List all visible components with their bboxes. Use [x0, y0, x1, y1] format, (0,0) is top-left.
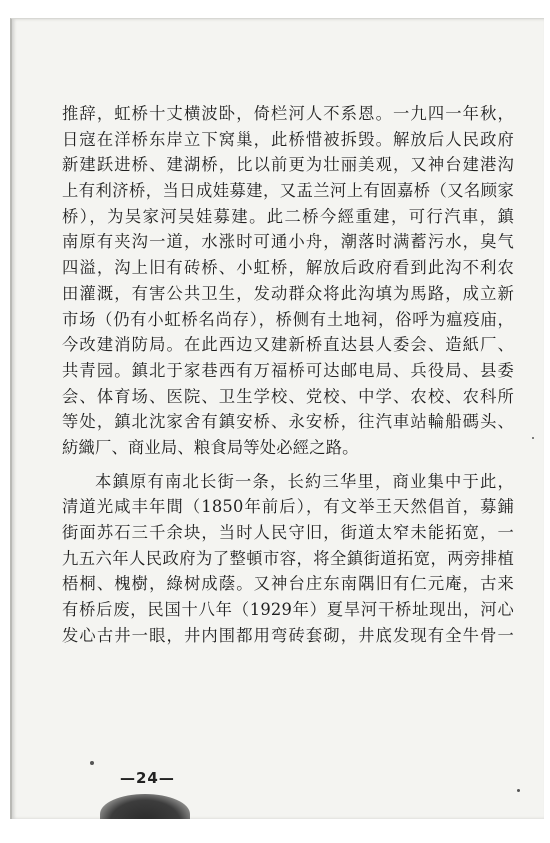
text-line: 共青园。鎮北于家巷西有万福桥可达邮电局、兵役局、县委: [62, 360, 514, 380]
text-line: 有桥后废，民国十八年（1929年）夏旱河干桥址现出，河心: [62, 600, 514, 620]
text-line: 新建跃进桥、建湖桥，比以前更为壮丽美观，又神台建港沟: [62, 155, 514, 175]
text-line: 南原有夹沟一道，水涨时可通小舟，潮落时满蓄污水，臭气: [62, 232, 514, 252]
document-page: [10, 18, 544, 819]
text-line: 发心古井一眼，井内围都用弯砖套砌，井底发现有全牛骨一: [62, 625, 514, 645]
text-line: 紡織厂、商业局、粮食局等处必經之路。: [62, 437, 359, 457]
text-line: 梧桐、槐樹，綠树成蔭。又神台庄东南隅旧有仁元庵，古来: [62, 574, 514, 594]
page-number: —24—: [120, 769, 175, 787]
text-line: 日寇在洋桥东岸立下窝巢，此桥惜被拆毁。解放后人民政府: [62, 129, 514, 149]
paper-speck: [517, 789, 520, 792]
text-line: 推辞，虹桥十丈横波卧，倚栏河人不系恩。一九四一年秋，: [62, 104, 514, 123]
body-text: [62, 101, 514, 648]
text-line: 田灌溉，有害公共卫生，发动群众将此沟填为馬路，成立新: [62, 283, 514, 303]
text-line: 九五六年人民政府为了整頓市容，将全鎮街道拓宽，两旁排植: [62, 548, 514, 568]
ink-stain: [100, 794, 190, 819]
text-line: 桥），为吴家河吴娃募建。此二桥今經重建，可行汽車，鎮: [62, 206, 514, 226]
text-line: 等处，鎮北沈家舍有鎮安桥、永安桥，往汽車站輪船碼头、: [62, 412, 514, 432]
paragraph-gap: [62, 461, 514, 469]
text-line: 今改建消防局。在此西边又建新桥直达县人委会、造紙厂、: [62, 335, 514, 355]
paper-speck: [532, 437, 534, 439]
text-line: 市场（仍有小虹桥名尚存），桥侧有土地祠，俗呼为瘟疫庙，: [62, 309, 514, 329]
text-line: 四溢，沟上旧有砖桥、小虹桥，解放后政府看到此沟不利农: [62, 258, 514, 278]
text-line: 本鎮原有南北长街一条，长約三华里，商业集中于此，: [95, 471, 514, 491]
text-line: 街面苏石三千余块，当时人民守旧，街道太窄未能拓宽，一: [62, 523, 514, 542]
text-line: 清道光咸丰年間（1850年前后），有文举王天然倡首，募鋪: [62, 497, 514, 517]
text-line: 上有利济桥，当日成娃募建，又盂兰河上有固嘉桥（又名顾家: [62, 181, 514, 201]
text-line: 会、体育场、医院、卫生学校、党校、中学、农校、农科所: [62, 386, 514, 406]
paper-speck: [90, 761, 94, 765]
